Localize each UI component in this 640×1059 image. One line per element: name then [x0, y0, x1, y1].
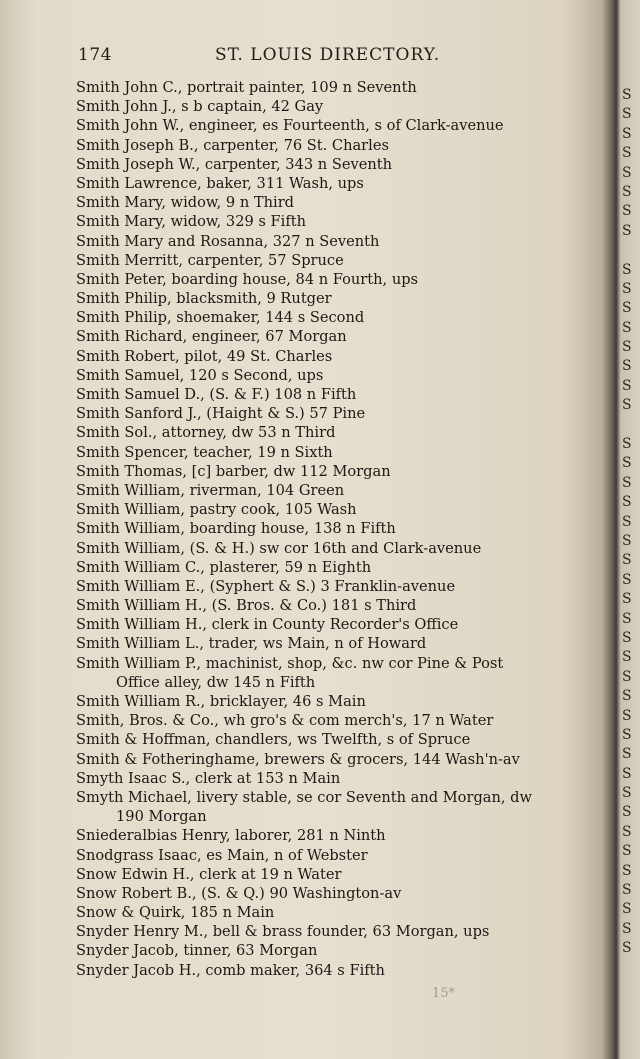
directory-entry — [76, 558, 588, 577]
directory-entry — [76, 922, 588, 941]
entry-text: Smith William, pastry cook, 105 Wash — [76, 501, 357, 519]
signature-mark: 15* — [432, 986, 456, 1001]
edge-letter: S — [622, 474, 632, 491]
directory-entry — [76, 730, 588, 749]
directory-entry — [76, 155, 588, 174]
edge-letter: S — [622, 300, 632, 317]
directory-entry — [76, 174, 588, 193]
entry-text: Smith William R., bricklayer, 46 s Main — [76, 693, 366, 711]
entry-text: Smith William E., (Syphert & S.) 3 Franklin-avenue — [76, 577, 456, 595]
directory-entry — [76, 443, 588, 462]
entry-text: Smith John C., portrait painter, 109 n Seventh — [76, 79, 417, 96]
edge-letter: S — [622, 629, 632, 646]
edge-letter: S — [622, 222, 632, 239]
directory-entry — [76, 788, 588, 826]
directory-entry — [76, 270, 588, 289]
edge-letter: S — [622, 610, 632, 627]
entry-text: Sniederalbias Henry, laborer, 281 n Ninth — [76, 827, 386, 845]
edge-letter: S — [622, 455, 632, 472]
entry-text: Smith John W., engineer, es Fourteenth, s of Clark-avenue — [76, 117, 504, 135]
edge-letter: S — [622, 552, 632, 569]
entry-text: Smith Spencer, teacher, 19 n Sixth — [76, 443, 333, 461]
directory-entry — [76, 884, 588, 903]
directory-entry — [76, 596, 588, 615]
edge-letter: S — [622, 203, 632, 220]
directory-entry — [76, 212, 588, 231]
directory-entry — [76, 251, 588, 270]
edge-letter: S — [622, 843, 632, 860]
entry-text: Smith William, boarding house, 138 n Fifth — [76, 520, 396, 538]
edge-letter: S — [622, 125, 632, 142]
edge-letter: S — [622, 106, 632, 123]
directory-entry — [76, 634, 588, 653]
entry-text: Smyth Michael, livery stable, se cor Seventh and Morgan, dw — [76, 788, 532, 806]
entry-text: Smith Sol., attorney, dw 53 n Third — [76, 424, 336, 442]
running-title: ST. LOUIS DIRECTORY. — [215, 45, 441, 65]
edge-letter: S — [622, 901, 632, 918]
directory-entries — [76, 78, 588, 980]
entry-text: Smith Joseph W., carpenter, 343 n Seventh — [76, 155, 393, 173]
directory-entry — [76, 347, 588, 366]
directory-entry — [76, 366, 588, 385]
directory-entry — [76, 577, 588, 596]
entry-text: Smith Mary, widow, 9 n Third — [76, 194, 295, 212]
directory-entry — [76, 654, 588, 692]
entry-text: Smith William, (S. & H.) sw cor 16th and Clark-avenue — [76, 539, 482, 557]
edge-letter: S — [622, 358, 632, 375]
entry-text: Smith William L., trader, ws Main, n of Howard — [76, 635, 427, 653]
edge-letter: S — [622, 513, 632, 530]
directory-entry — [76, 711, 588, 730]
edge-letter: S — [622, 882, 632, 899]
entry-text: Smith William P., machinist, shop, &c. nw cor Pine & Post — [76, 654, 504, 672]
edge-letter: S — [622, 339, 632, 356]
edge-letter: S — [622, 688, 632, 705]
edge-letter: S — [622, 532, 632, 549]
edge-letter: S — [622, 397, 632, 414]
directory-entry — [76, 308, 588, 327]
page-number: 174 — [78, 45, 112, 65]
directory-entry — [76, 539, 588, 558]
entry-text: Smith William H., (S. Bros. & Co.) 181 s Third — [76, 597, 417, 615]
directory-entry — [76, 692, 588, 711]
entry-text: Smith John J., s b captain, 42 Gay — [76, 98, 324, 116]
directory-entry — [76, 462, 588, 481]
directory-entry — [76, 232, 588, 251]
entry-text: Smith William, riverman, 104 Green — [76, 481, 345, 499]
edge-letter: S — [622, 261, 632, 278]
entry-text: Snodgrass Isaac, es Main, n of Webster — [76, 846, 368, 864]
edge-letter: S — [622, 785, 632, 802]
entry-text: Snow & Quirk, 185 n Main — [76, 904, 275, 922]
entry-text: Smith Thomas, [c] barber, dw 112 Morgan — [76, 462, 391, 480]
entry-text: Smith Philip, shoemaker, 144 s Second — [76, 309, 365, 327]
directory-entry — [76, 826, 588, 845]
directory-entry — [76, 289, 588, 308]
directory-entry — [76, 941, 588, 960]
page-header — [78, 45, 478, 69]
directory-entry — [76, 615, 588, 634]
edge-letter: S — [622, 87, 632, 103]
edge-letter — [622, 416, 640, 435]
edge-letter: S — [622, 494, 632, 511]
entry-text: Smith Joseph B., carpenter, 76 St. Charles — [76, 136, 389, 154]
edge-letter: S — [622, 823, 632, 840]
entry-text: Smith Peter, boarding house, 84 n Fourth, ups — [76, 270, 419, 288]
edge-letter: S — [622, 765, 632, 782]
directory-entry — [76, 116, 588, 135]
edge-letter: S — [622, 280, 632, 297]
directory-entry — [76, 750, 588, 769]
edge-letter: S — [622, 319, 632, 336]
edge-letter — [622, 241, 640, 260]
entry-text: Smith Sanford J., (Haight & S.) 57 Pine — [76, 405, 366, 423]
directory-entry — [76, 385, 588, 404]
directory-entry — [76, 193, 588, 212]
edge-letter: S — [622, 862, 632, 879]
edge-letter: S — [622, 804, 632, 821]
entry-text: Smith William C., plasterer, 59 n Eighth — [76, 558, 372, 576]
directory-entry — [76, 136, 588, 155]
entry-text: Smith, Bros. & Co., wh gro's & com merch's, 17 n Water — [76, 712, 494, 730]
edge-letter: S — [622, 571, 632, 588]
entry-text: Snyder Henry M., bell & brass founder, 63 Morgan, ups — [76, 923, 490, 941]
edge-letter: S — [622, 668, 632, 685]
directory-entry — [76, 500, 588, 519]
entry-text: Smith William H., clerk in County Recorder's Office — [76, 616, 459, 634]
edge-letter: S — [622, 183, 632, 200]
entry-text: Smith Samuel D., (S. & F.) 108 n Fifth — [76, 386, 357, 403]
edge-letter: S — [622, 164, 632, 181]
entry-text: Snow Edwin H., clerk at 19 n Water — [76, 865, 342, 883]
entry-text: Smith Mary and Rosanna, 327 n Seventh — [76, 232, 380, 250]
directory-entry — [76, 327, 588, 346]
edge-letter: S — [622, 436, 632, 453]
entry-text: Smith Mary, widow, 329 s Fifth — [76, 213, 307, 231]
edge-letter: S — [622, 145, 632, 162]
entry-text: Smith Robert, pilot, 49 St. Charles — [76, 347, 333, 365]
directory-entry — [76, 903, 588, 922]
directory-entry — [76, 423, 588, 442]
edge-letter: S — [622, 746, 632, 763]
edge-letter: S — [622, 591, 632, 608]
entry-text: Smith Philip, blacksmith, 9 Rutger — [76, 290, 332, 308]
entry-text: Snyder Jacob H., comb maker, 364 s Fifth — [76, 961, 385, 979]
facing-page-edge — [622, 86, 640, 959]
directory-entry — [76, 78, 588, 97]
directory-entry — [76, 404, 588, 423]
directory-entry — [76, 481, 588, 500]
directory-entry — [76, 865, 588, 884]
directory-entry — [76, 961, 588, 980]
entry-text: Smith & Hoffman, chandlers, ws Twelfth, s of Spruce — [76, 731, 471, 749]
edge-letter: S — [622, 707, 632, 724]
edge-letter: S — [622, 377, 632, 394]
directory-entry — [76, 769, 588, 788]
entry-text: Smith Richard, engineer, 67 Morgan — [76, 328, 347, 346]
entry-text: Smith Merritt, carpenter, 57 Spruce — [76, 251, 344, 269]
directory-entry — [76, 846, 588, 865]
edge-letter: S — [622, 920, 632, 937]
entry-text: Snyder Jacob, tinner, 63 Morgan — [76, 942, 318, 960]
entry-text: Smith Lawrence, baker, 311 Wash, ups — [76, 174, 364, 192]
entry-continuation: Office alley, dw 145 n Fifth — [116, 673, 316, 691]
edge-letter: S — [622, 940, 632, 957]
entry-text: Snow Robert B., (S. & Q.) 90 Washington-av — [76, 884, 402, 902]
edge-letter: S — [622, 726, 632, 743]
entry-continuation: 190 Morgan — [116, 808, 207, 826]
entry-text: Smyth Isaac S., clerk at 153 n Main — [76, 769, 341, 787]
directory-entry — [76, 97, 588, 116]
edge-letter: S — [622, 649, 632, 666]
directory-entry — [76, 519, 588, 538]
entry-text: Smith & Fotheringhame, brewers & grocers, 144 Wash'n-av — [76, 750, 520, 768]
entry-text: Smith Samuel, 120 s Second, ups — [76, 366, 324, 384]
